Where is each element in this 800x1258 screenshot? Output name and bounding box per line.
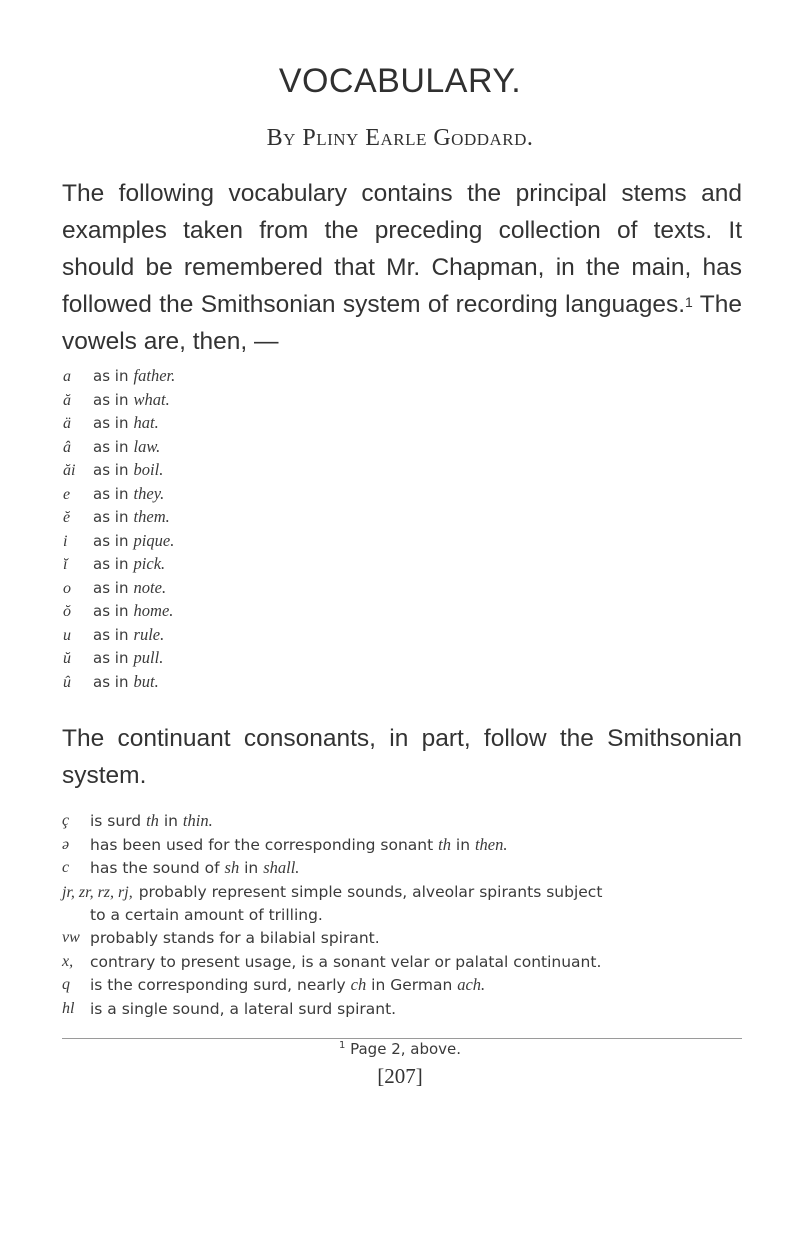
vowel-row [63,388,463,412]
vowel-symbol: o [63,579,71,597]
consonant-example-word: then. [474,834,508,854]
intro-text: The following vocabulary contains the principal stems and examples taken from the preceding collection of texts. It should be remembered that Mr. Chapman, in the main, has followed the Smithsonian system of recording languages. [62,180,742,318]
byline: By Pliny Earle Goddard. [266,125,534,151]
consonant-example: th [146,811,159,830]
consonant-symbol: q [62,976,70,993]
footnote-divider [62,1038,742,1039]
vowel-row [63,505,463,529]
consonant-symbol: ç [62,812,70,829]
consonant-example-word: thin. [182,811,213,830]
vowel-example: note. [133,577,167,597]
footnote-ref: 1 [685,294,693,310]
vowel-row [63,646,463,670]
vowel-row [63,411,463,435]
consonant-desc: contrary to present usage, is a sonant velar or palatal continuant. [90,952,602,971]
vowel-symbol: ä [63,415,71,432]
intro-paragraph [62,175,742,360]
vowel-row [63,482,463,506]
page-number: [207] [377,1064,423,1088]
vowel-example: pull. [133,648,164,667]
vowel-as-in: as in [93,602,129,620]
consonant-symbol: jr, zr, rz, rj, [62,883,133,901]
continuant-paragraph: The continuant consonants, in part, follow the Smithsonian system. [62,725,742,789]
vowel-row [63,670,463,694]
vowel-symbol: ŭ [63,650,71,667]
consonant-desc-continuation: to a certain amount of trilling. [90,905,323,924]
vowel-row [63,576,463,600]
consonant-desc-mid: in [239,859,264,877]
vowel-example: pique. [133,530,175,550]
page-title: VOCABULARY. [278,62,522,100]
vowel-symbol: ă [63,391,71,409]
consonant-symbol: c [62,859,70,876]
consonant-example-word: shall. [263,858,300,877]
vowel-symbol: i [63,532,68,550]
vowel-as-in: as in [93,531,129,550]
footnote-text: Page 2, above. [350,1040,462,1058]
vowel-as-in: as in [93,578,129,597]
vowel-as-in: as in [93,414,129,432]
vowel-row [63,623,463,647]
vowel-as-in: as in [93,672,129,691]
consonant-example: ch [350,975,367,994]
vowel-as-in: as in [93,625,129,644]
consonant-desc: has been used for the corresponding sonant [90,835,439,854]
vowel-example: them. [133,507,170,526]
consonant-desc: is the corresponding surd, nearly [90,976,351,994]
consonant-desc-mid: in German [366,976,458,994]
vowel-example: father. [133,366,176,385]
consonant-example: th [438,834,451,854]
vowel-symbol: ĕ [63,509,71,526]
vowel-symbol: u [63,626,71,644]
vowel-example: but. [133,671,159,691]
vowel-symbol: ăi [63,462,76,479]
vowel-example: they. [133,483,165,503]
vowel-example: home. [133,601,174,620]
consonant-item-jr [62,881,752,926]
vowel-symbol: â [63,438,71,456]
consonant-symbol: x, [62,952,74,970]
footnote [0,1040,800,1058]
consonant-item [62,951,752,973]
vowel-example: boil. [133,460,164,479]
vowel-row [63,552,463,576]
vowel-row [63,599,463,623]
vowel-example: what. [133,389,170,409]
consonant-symbol: vw [62,929,80,946]
consonant-item-hl [62,998,752,1020]
vowel-list [63,364,463,693]
consonant-symbol: hl [62,999,75,1017]
consonant-desc-mid: in [158,812,183,830]
vowel-as-in: as in [93,437,129,456]
intro-text-after: The vowels are, then, — [62,291,742,355]
vowel-row [63,458,463,482]
consonant-desc: is surd [90,812,147,830]
vowel-as-in: as in [93,390,129,409]
consonant-item [62,857,752,879]
consonant-symbol: ǝ [62,835,70,853]
vowel-symbol: û [63,673,71,691]
vowel-row [63,529,463,553]
consonant-item [62,834,752,856]
vowel-as-in: as in [93,484,129,503]
vowel-row [63,364,463,388]
consonant-desc-mid: in [450,835,475,854]
vowel-symbol: e [63,485,71,503]
consonant-list [62,810,752,1021]
vowel-as-in: as in [93,367,129,385]
vowel-symbol: a [63,368,71,385]
vowel-example: hat. [133,413,159,432]
vowel-example: law. [133,436,161,456]
vowel-as-in: as in [93,461,129,479]
consonant-example-word: ach. [457,975,486,994]
vowel-as-in: as in [93,508,129,526]
consonant-desc: has the sound of [90,859,225,877]
footnote-marker: 1 [338,1040,346,1051]
consonant-item [62,810,752,832]
vowel-as-in: as in [93,649,129,667]
vowel-symbol: ĭ [63,556,68,573]
consonant-desc: probably represent simple sounds, alveolar spirants subject [138,882,603,901]
consonant-desc: probably stands for a bilabial spirant. [90,929,380,947]
vowel-example: rule. [133,624,165,644]
vowel-row [63,435,463,459]
consonant-example: sh [224,858,240,877]
vowel-symbol: ŏ [63,603,71,620]
consonant-item-q [62,974,752,996]
consonant-desc: is a single sound, a lateral surd spirant. [90,999,397,1018]
consonant-item [62,927,752,949]
vowel-as-in: as in [93,555,129,573]
vowel-example: pick. [133,554,166,573]
